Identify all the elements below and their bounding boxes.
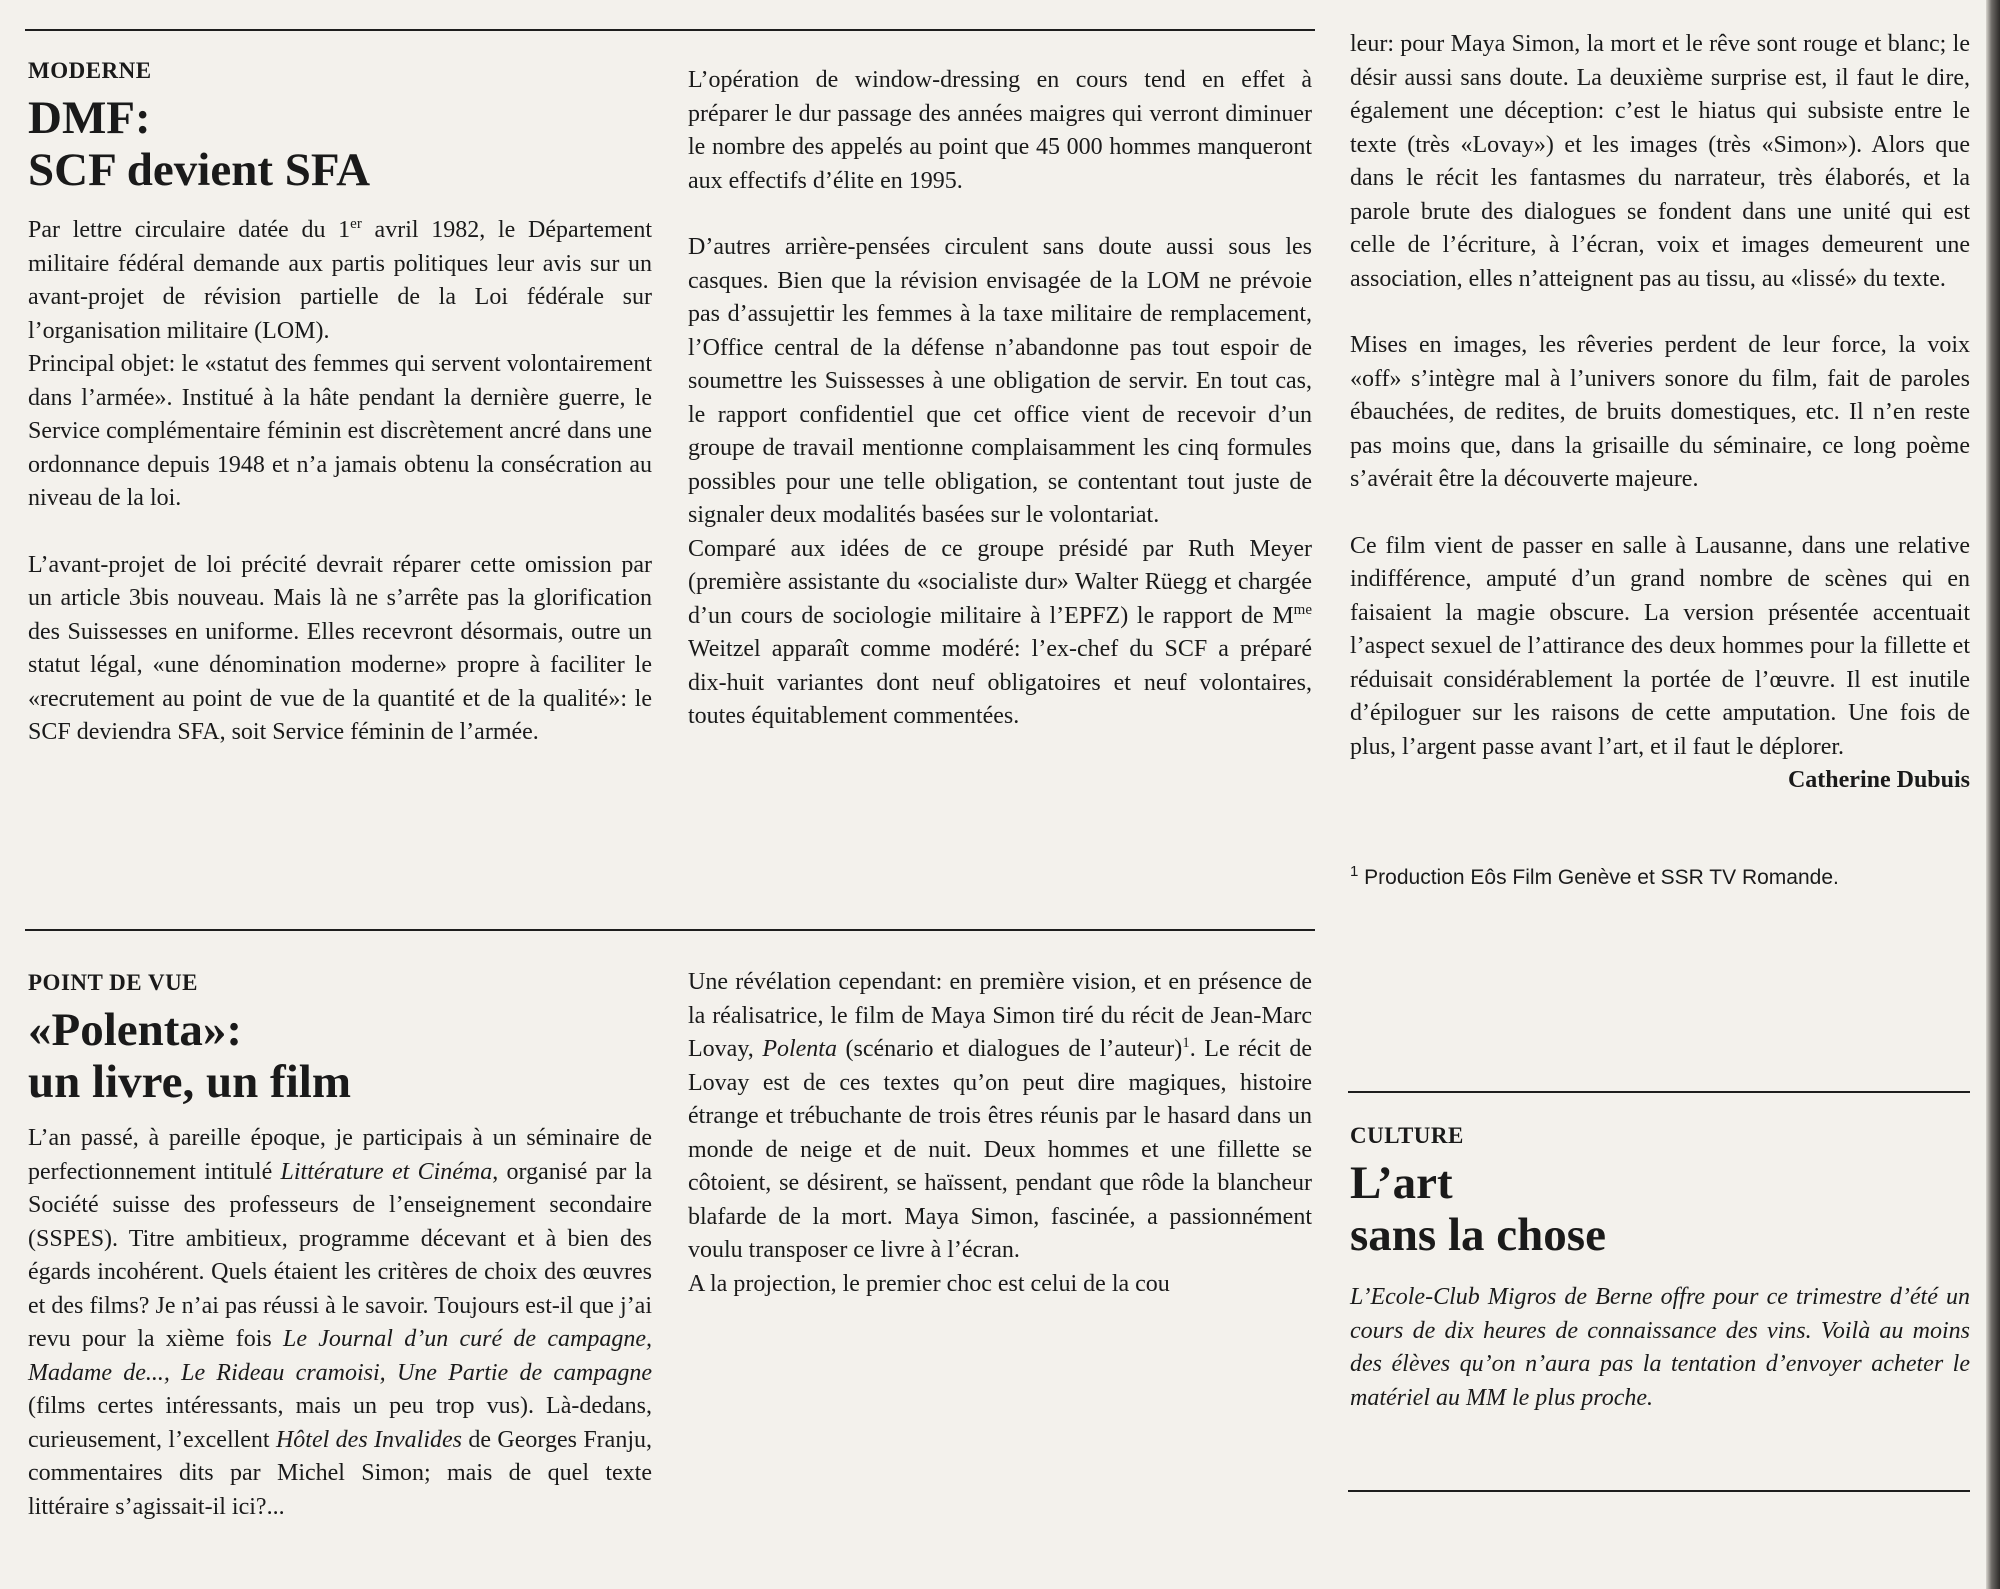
- dmf-body-col2: [688, 64, 1312, 734]
- dmf-title-line2: SCF devient SFA: [28, 144, 371, 196]
- polenta-paragraph-5: Mises en images, les rêveries perdent de leur force, la voix «off» s’intègre mal à l’univers sonore du film, fait de paroles ébauchées, de redites, de bruits domestiques, etc. Il n’en reste pas moins que, dans la grisaille du séminaire, ce long poème s’avérait être la découverte majeure.: [1350, 332, 1970, 492]
- polenta-paragraph-3: A la projection, le premier choc est celui de la cou: [688, 1270, 1170, 1297]
- polenta-paragraph-4: leur: pour Maya Simon, la mort et le rêve sont rouge et blanc; le désir aussi sans doute. La deuxième surprise est, il faut le dire, également une déception: c’est le hiatus qui subsiste entre le texte (très «Lovay») et les images (très «Simon»). Alors que dans le récit les fantasmes du narrateur, très élaborés, et la parole brute des dialogues se fondent dans une unité qui est celle de l’écriture, à l’écran, voix et images demeurent une association, elles n’atteignent pas au tissu, au «lissé» du texte.: [1350, 31, 1970, 292]
- middle-rule: [25, 929, 1315, 931]
- culture-kicker: CULTURE: [1350, 1123, 1464, 1148]
- polenta-column-2: [688, 966, 1312, 1301]
- culture-headline: [1350, 1157, 1970, 1261]
- polenta-body-col2: [688, 966, 1312, 1301]
- polenta-paragraph-1: L’an passé, à pareille époque, je participais à un séminaire de perfectionnement intitulé Littérature et Cinéma, organisé par la Société suisse des professeurs de l’enseignement secondaire (SSPES). Titre ambitieux, programme décevant et à bien des égards incohérent. Quels étaient les critères de choix des œuvres et des films? Je n’ai pas réussi à le savoir. Toujours est-il que j’ai revu pour la xième fois Le Journal d’un curé de campagne, Madame de..., Le Rideau cramoisi, Une Partie de campagne (films certes intéressants, mais un peu trop vus). Là-dedans, curieusement, l’excellent Hôtel des Invalides de Georges Franju, commentaires dits par Michel Simon; mais de quel texte littéraire s’agissait-il ici?...: [28, 1125, 653, 1520]
- polenta-body-col1: [28, 1122, 652, 1524]
- top-rule: [25, 29, 1315, 31]
- culture-column: [1350, 1123, 1970, 1415]
- polenta-body-col3: [1350, 28, 1970, 764]
- dmf-paragraph-6: Comparé aux idées de ce groupe présidé par Ruth Meyer (première assistante du «socialiste dur» Walter Rüegg et chargée d’un cours de sociologie militaire à l’EPFZ) le rapport de $M^{me}$ Weitzel apparaît comme modéré: l’ex-chef du SCF a préparé dix-huit variantes dont neuf obligatoires et neuf volontaires, toutes équitablement commentées.: [688, 535, 1312, 729]
- page-binding-edge: [1986, 0, 2000, 1589]
- culture-body: L’Ecole-Club Migros de Berne offre pour ce trimestre d’été un cours de dix heures de connaissance des vins. Voilà au moins des élèves qu’on n’aura pas la tentation d’envoyer acheter le matériel au MM le plus proche.: [1350, 1284, 1970, 1411]
- dmf-column-1: [28, 58, 652, 750]
- culture-title-line2: sans la chose: [1350, 1209, 1606, 1261]
- dmf-body-col1: [28, 214, 652, 750]
- polenta-title-line1: «Polenta»:: [28, 1004, 243, 1056]
- polenta-title-line2: un livre, un film: [28, 1056, 351, 1108]
- polenta-column-3: [1350, 28, 1970, 892]
- culture-title-line1: L’art: [1350, 1157, 1453, 1209]
- culture-top-rule: [1348, 1091, 1970, 1093]
- polenta-byline: Catherine Dubuis: [1787, 767, 1970, 793]
- polenta-paragraph-6: Ce film vient de passer en salle à Lausanne, dans une relative indifférence, amputé d’un grand nombre de scènes qui en faisaient la magie obscure. La version présentée accentuait l’aspect sexuel de l’attirance des deux hommes pour la fillette et réduisait considérablement la portée de l’œuvre. Il est inutile d’épiloguer sur les raisons de cette amputation. Une fois de plus, l’argent passe avant l’art, et il faut le déplorer.: [1350, 532, 1970, 760]
- dmf-paragraph-4: L’opération de window-dressing en cours tend en effet à préparer le dur passage des années maigres qui verront diminuer le nombre des appelés au point que 45 000 hommes manqueront aux effectifs d’élite en 1995.: [688, 67, 1312, 194]
- dmf-headline: [28, 92, 652, 196]
- dmf-paragraph-1: Par lettre circulaire datée du 1er avril 1982, le Département militaire fédéral demande aux partis politiques leur avis sur un avant-projet de révision partielle de la Loi fédérale sur l’organisation militaire (LOM).: [28, 216, 652, 344]
- polenta-column-1: [28, 970, 652, 1524]
- dmf-paragraph-5: D’autres arrière-pensées circulent sans doute aussi sous les casques. Bien que la révision envisagée de la LOM ne prévoie pas d’assujettir les femmes à la taxe militaire de remplacement, l’Office central de la défense n’abandonne pas tout espoir de soumettre les Suissesses à une obligation de servir. En tout cas, le rapport confidentiel que cet office vient de recevoir d’un groupe de travail mentionne complaisamment les cinq formules possibles pour une telle obligation, se contentant tout juste de signaler deux modalités basées sur le volontariat.: [688, 234, 1312, 528]
- dmf-kicker: MODERNE: [28, 58, 152, 83]
- polenta-kicker: POINT DE VUE: [28, 970, 199, 995]
- polenta-paragraph-2: Une révélation cependant: en première vision, et en présence de la réalisatrice, le film de Maya Simon tiré du récit de Jean-Marc Lovay, Polenta (scénario et dialogues de l’auteur)$^1$. Le récit de Lovay est de ces textes qu’on peut dire magiques, histoire étrange et trébuchante de trois êtres réunis par le hasard dans un monde de neige et de nuit. Deux hommes et une fillette se côtoient, se désirent, se haïssent, pendant que rôde la blancheur blafarde de la mort. Maya Simon, fascinée, a passionnément voulu transposer ce livre à l’écran.: [688, 969, 1312, 1263]
- polenta-headline: [28, 1004, 652, 1108]
- dmf-column-2: [688, 64, 1312, 734]
- dmf-paragraph-2: Principal objet: le «statut des femmes qui servent volontairement dans l’armée». Institué à la hâte pendant la dernière guerre, le Service complémentaire féminin est discrètement ancré dans une ordonnance depuis 1948 et n’a jamais obtenu la consécration au niveau de la loi.: [28, 351, 652, 511]
- dmf-title-line1: DMF:: [28, 92, 151, 144]
- polenta-footnote: $^1$ Production Eôs Film Genève et SSR TV Romande.: [1350, 862, 1839, 889]
- culture-bottom-rule: [1348, 1490, 1970, 1492]
- dmf-paragraph-3: L’avant-projet de loi précité devrait réparer cette omission par un article 3bis nouveau. Mais là ne s’arrête pas la glorification des Suissesses en uniforme. Elles recevront désormais, outre un statut légal, «une dénomination moderne» propre à faciliter le «recrutement au point de vue de la quantité et de la qualité»: le SCF deviendra SFA, soit Service féminin de l’armée.: [28, 551, 652, 745]
